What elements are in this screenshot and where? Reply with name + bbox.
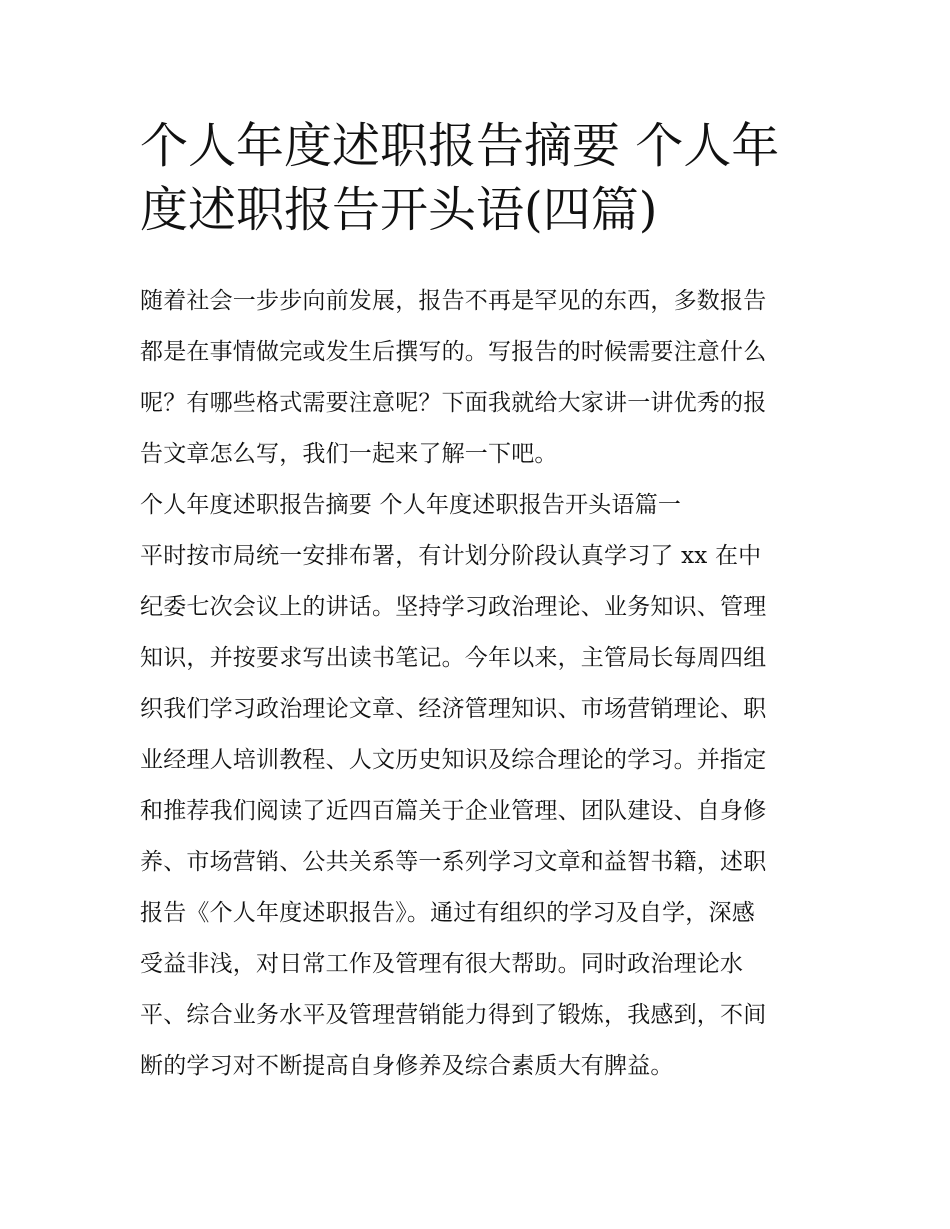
section-line-7: 养、市场营销、公共关系等一系列学习文章和益智书籍，述职 bbox=[140, 849, 767, 875]
intro-line-2: 都是在事情做完或发生后撰写的。写报告的时候需要注意什么 bbox=[140, 339, 767, 365]
document-body bbox=[140, 276, 830, 1092]
title-line-1: 个人年度述职报告摘要 个人年 bbox=[140, 118, 780, 174]
section-line-2: 纪委七次会议上的讲话。坚持学习政治理论、业务知识、管理 bbox=[140, 594, 767, 620]
intro-line-4: 告文章怎么写，我们一起来了解一下吧。 bbox=[140, 441, 558, 467]
section-line-11: 断的学习对不断提高自身修养及综合素质大有脾益。 bbox=[140, 1053, 674, 1079]
section-line-4: 织我们学习政治理论文章、经济管理知识、市场营销理论、职 bbox=[140, 696, 767, 722]
section-line-10: 平、综合业务水平及管理营销能力得到了锻炼，我感到，不间 bbox=[140, 1002, 767, 1028]
section-line-5: 业经理人培训教程、人文历史知识及综合理论的学习。并指定 bbox=[140, 747, 767, 773]
intro-line-3: 呢？有哪些格式需要注意呢？下面我就给大家讲一讲优秀的报 bbox=[140, 390, 767, 416]
title-line-2: 度述职报告开头语(四篇) bbox=[140, 182, 658, 238]
section-heading: 个人年度述职报告摘要 个人年度述职报告开头语篇一 bbox=[140, 492, 682, 518]
document-title bbox=[140, 114, 820, 242]
section-line-6: 和推荐我们阅读了近四百篇关于企业管理、团队建设、自身修 bbox=[140, 798, 767, 824]
section-line-3: 知识，并按要求写出读书笔记。今年以来，主管局长每周四组 bbox=[140, 645, 767, 671]
section-line-9: 受益非浅，对日常工作及管理有很大帮助。同时政治理论水 bbox=[140, 951, 744, 977]
section-line-1: 平时按市局统一安排布署，有计划分阶段认真学习了 xx 在中 bbox=[140, 543, 762, 569]
section-line-8: 报告《个人年度述职报告》。通过有组织的学习及自学，深感 bbox=[140, 900, 755, 926]
intro-line-1: 随着社会一步步向前发展，报告不再是罕见的东西，多数报告 bbox=[140, 288, 767, 314]
